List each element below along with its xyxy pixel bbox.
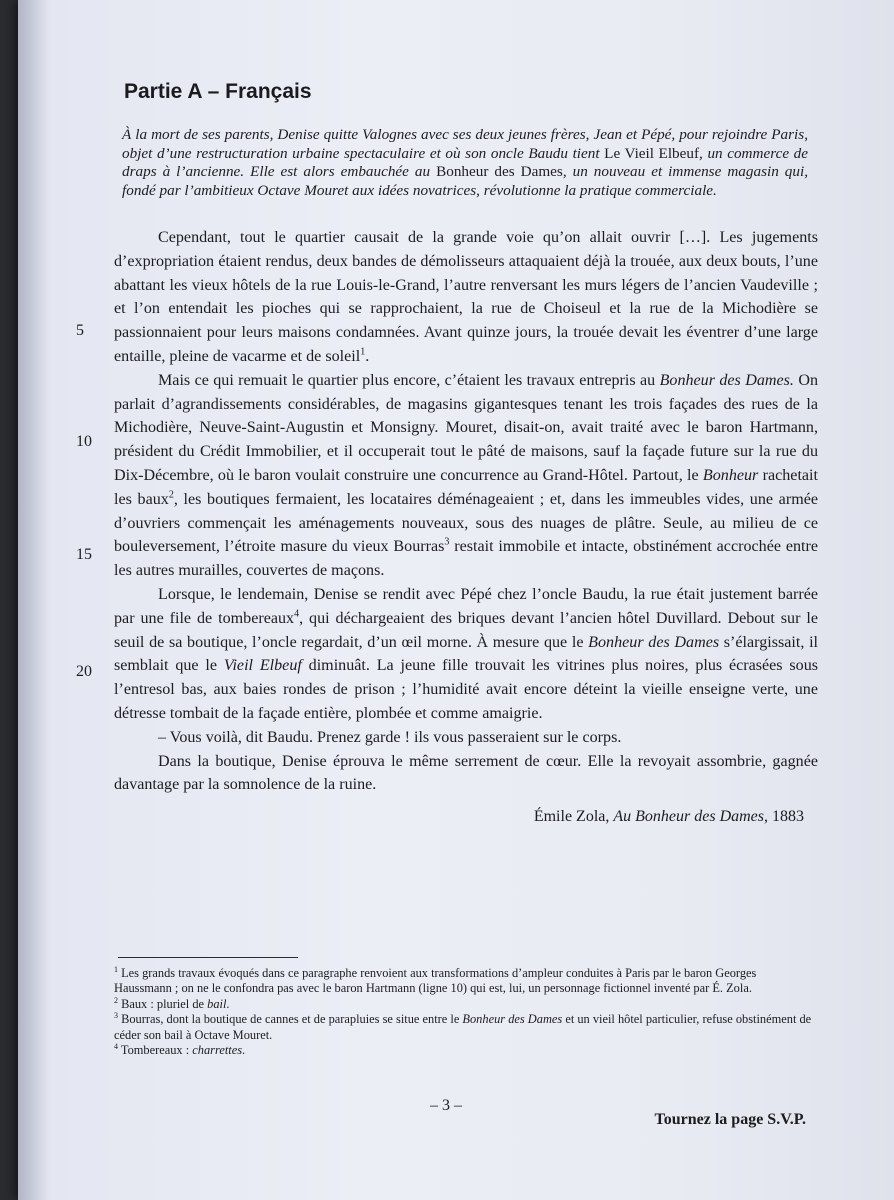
store-name: Bonheur des Dames [436, 163, 563, 180]
footnote-4: $^4$ Tombereaux : charrettes. [114, 1041, 246, 1058]
footnotes [114, 966, 814, 1058]
footnote-2: $^2$ Baux : pluriel de bail. [114, 995, 230, 1011]
paragraph-1: Cependant, tout le quartier causait de la grande voie qu’on allait ouvrir […]. Les jugements d’expropriation étaient rendus, deux bandes de démolisseurs attaquaient déjà la trouée, aux deux bouts, l’une abattant les vieux hôtels de la rue Louis-le-Grand, l’autre renversant les murs légers de l’ancien Vaudeville ; et l’on entendait les pioches qui se rapprochaient, la rue de Choiseul et la rue de la Michodière se passionnaient pour leurs maisons condamnées. Avant quinze jours, la trouée devait les éventrer d’une large entaille, pleine de vacarme et de soleil$^1$. [114, 229, 818, 365]
section-title: Partie A – Français [124, 80, 312, 103]
footnote-3: $^3$ Bourras, dont la boutique de cannes et de parapluies se situe entre le Bonheur des Dames et un vieil hôtel particulier, refuse obstinément de céder son bail à Octave Mouret. [114, 1011, 812, 1042]
line-number: 20 [76, 663, 92, 680]
excerpt-text [114, 226, 818, 797]
paragraph-3: Lorsque, le lendemain, Denise se rendit avec Pépé chez l’oncle Baudu, la rue était justement barrée par une file de tombereaux$^4$, qui déchargeaient des briques devant l’ancien hôtel Duvillard. Debout sur le seuil de sa boutique, l’oncle regardait, d’un œil morne. À mesure que le Bonheur des Dames s’élargissait, il semblait que le Vieil Elbeuf diminuât. La jeune fille trouvait les vitrines plus noires, plus écrasées sous l’entresol bas, aux baies rondes de prison ; l’humidité avait encore déteint la vieille enseigne verte, une détresse tombait de la façade entière, plombée et comme amaigrie. [114, 585, 819, 722]
source-citation: Émile Zola, Au Bonheur des Dames, 1883 [533, 808, 804, 825]
intro-summary: À la mort de ses parents, Denise quitte Valognes avec ses deux jeunes frères, Jean et Pépé, pour rejoindre Paris, objet d’une restructuration urbaine spectaculaire et où son oncle Baudu tient Le Vieil Elbeuf, un commerce de draps à l’ancienne. Elle est alors embauchée au Bonheur des Dames, un nouveau et immense magasin qui, fondé par l’ambitieux Octave Mouret aux idées novatrices, révolutionne la pratique commerciale. [122, 126, 808, 199]
footnote-ref: 3 [444, 537, 450, 548]
paragraph-4: – Vous voilà, dit Baudu. Prenez garde ! ils vous passeraient sur le corps. [158, 728, 622, 746]
line-number: 10 [76, 433, 92, 450]
shop-name: Le Vieil Elbeuf [604, 144, 700, 162]
paragraph-5: Dans la boutique, Denise éprouva le même serrement de cœur. Elle la revoyait assombrie, gagnée davantage par la somnolence de la ruine. [114, 752, 818, 794]
footnote-divider [118, 957, 298, 958]
footnote-ref: 4 [294, 608, 300, 620]
line-number: 15 [76, 546, 92, 563]
line-number: 5 [76, 322, 84, 339]
page-number: – 3 – [430, 1097, 462, 1114]
turn-page-note: Tournez la page S.V.P. [654, 1111, 806, 1128]
page-fold-shadow [18, 0, 48, 1200]
paragraph-2: Mais ce qui remuait le quartier plus encore, c’étaient les travaux entrepris au Bonheur des Dames. On parlait d’agrandissements considérables, de magasins gigantesques tenant les trois façades des rues de la Michodière, Neuve-Saint-Augustin et Monsigny. Mouret, disait-on, avait traité avec le baron Hartmann, président du Crédit Immobilier, et il occuperait tout le pâté de maisons, sauf la façade future sur la rue du Dix-Décembre, où le baron voulait construire une concurrence au Grand-Hôtel. Partout, le Bonheur rachetait les baux$^2$, les boutiques fermaient, les locataires déménageaient ; et, dans les immeubles vides, une armée d’ouvriers commençait les aménagements nouveaux, sous des nuages de plâtre. Seule, au milieu de ce bouleversement, l’étroite masure du vieux Bourras$^3$ restait immobile et intacte, obstinément accrochée entre les autres murailles, couvertes de maçons. [114, 371, 818, 580]
footnote-ref: 1 [360, 346, 366, 358]
footnote-ref: 2 [168, 489, 174, 501]
footnote-1: $^1$ Les grands travaux évoqués dans ce paragraphe renvoient aux transformations d’ampleur conduites à Paris par le baron Georges Haussmann ; on ne le confondra pas avec le baron Hartmann (ligne 10) qui est, lui, un personnage fictionnel inventé par É. Zola. [114, 964, 757, 996]
exam-page [18, 0, 894, 1200]
